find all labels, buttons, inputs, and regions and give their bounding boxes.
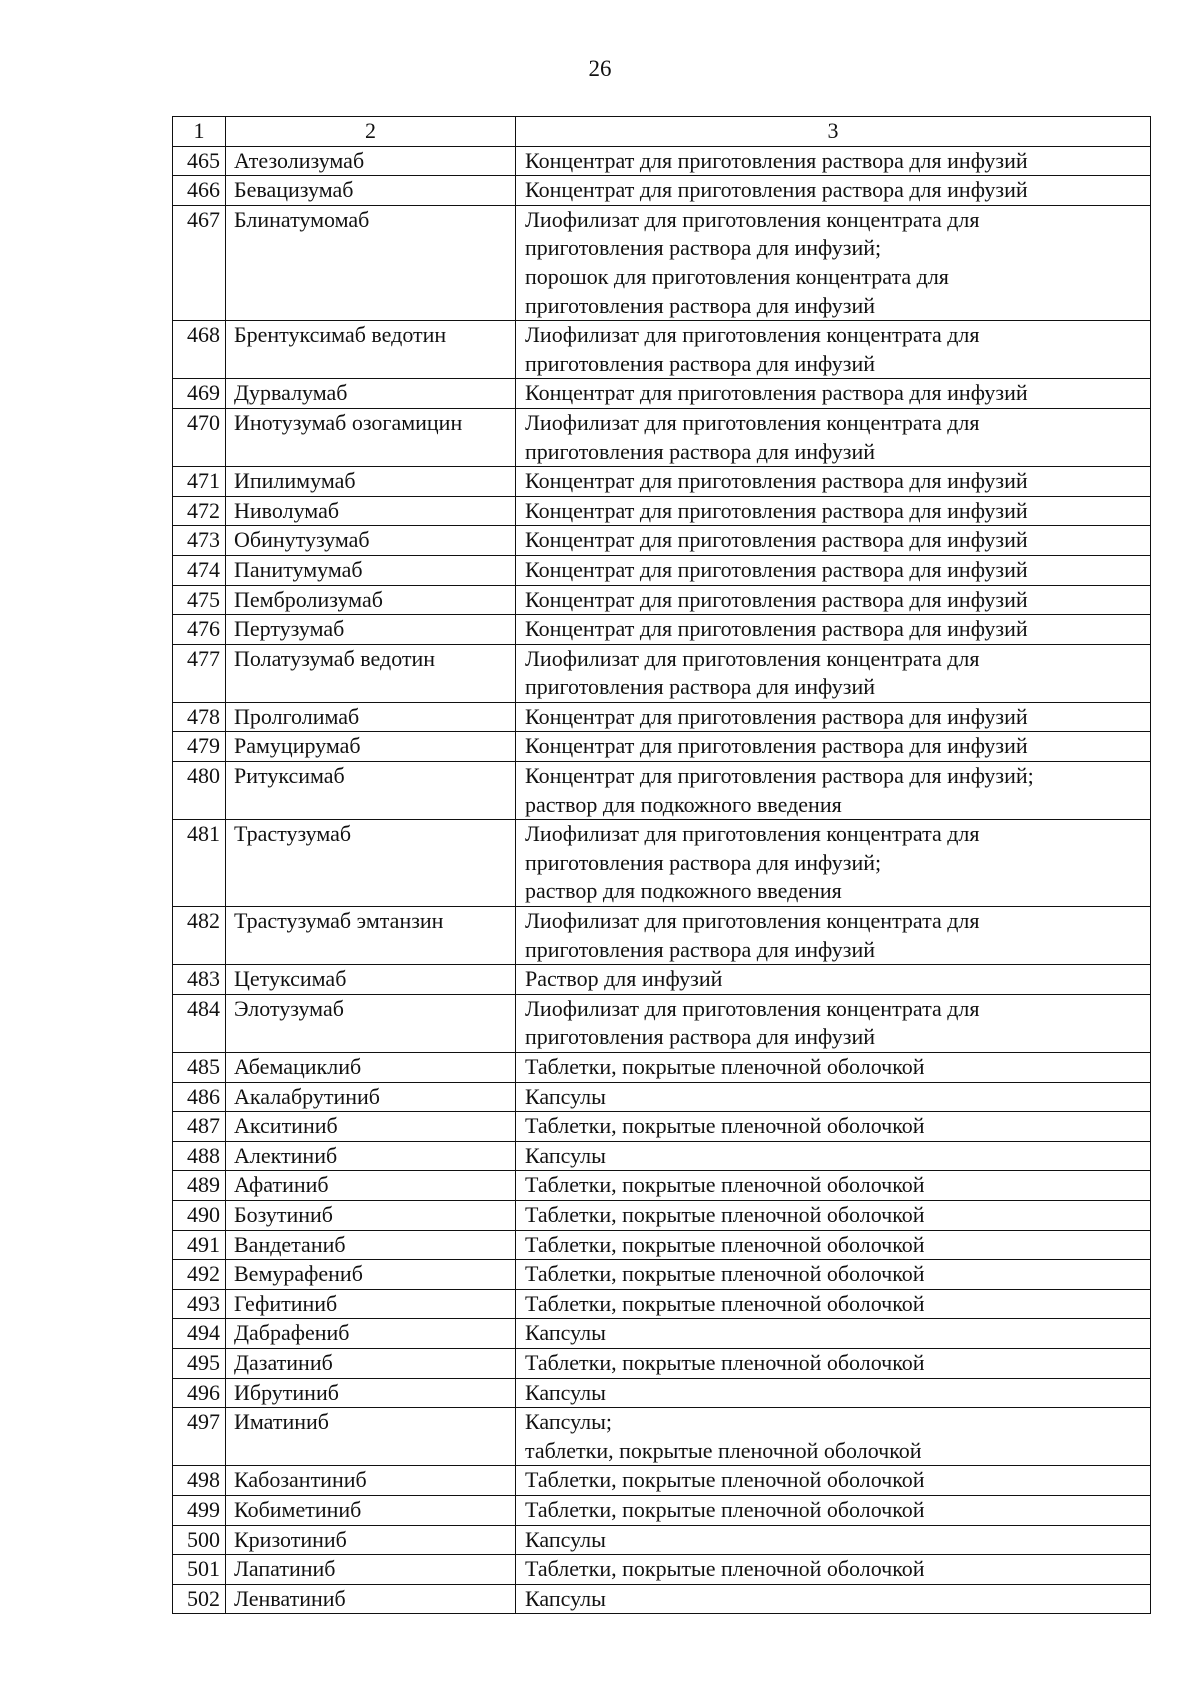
dosage-form: [516, 907, 1151, 965]
table-row: [173, 1584, 1151, 1614]
table-row: [173, 379, 1151, 409]
drug-name: Пертузумаб: [226, 615, 516, 645]
dosage-form: [516, 1584, 1151, 1614]
dosage-form-line: Таблетки, покрытые пленочной оболочкой: [525, 1349, 925, 1375]
drug-name: Дурвалумаб: [226, 379, 516, 409]
drug-name: Афатиниб: [226, 1171, 516, 1201]
dosage-form: [516, 1466, 1151, 1496]
drug-name: Ниволумаб: [226, 496, 516, 526]
row-number: 485: [173, 1053, 226, 1083]
dosage-form-line: приготовления раствора для инфузий: [525, 350, 875, 376]
dosage-form-line: Концентрат для приготовления раствора для инфузий: [525, 380, 1028, 406]
dosage-form-line: Таблетки, покрытые пленочной оболочкой: [525, 1496, 925, 1522]
dosage-form: [516, 1230, 1151, 1260]
row-number: 483: [173, 965, 226, 995]
table-row: [173, 205, 1151, 320]
dosage-form: [516, 1112, 1151, 1142]
drug-name: Ибрутиниб: [226, 1378, 516, 1408]
table-row: [173, 1053, 1151, 1083]
row-number: 472: [173, 496, 226, 526]
dosage-form-line: Лиофилизат для приготовления концентрата для: [525, 322, 980, 348]
dosage-form-line: приготовления раствора для инфузий: [525, 438, 875, 464]
table-row: [173, 994, 1151, 1052]
drug-table: [172, 116, 1151, 1614]
table-row: [173, 408, 1151, 466]
drug-name: Обинутузумаб: [226, 526, 516, 556]
drug-name: Ритуксимаб: [226, 762, 516, 820]
drug-name: Алектиниб: [226, 1141, 516, 1171]
drug-name: Вемурафениб: [226, 1260, 516, 1290]
drug-name: Гефитиниб: [226, 1289, 516, 1319]
row-number: 479: [173, 732, 226, 762]
table-row: [173, 1348, 1151, 1378]
dosage-form-line: Капсулы;: [525, 1409, 613, 1435]
drug-name: Иматиниб: [226, 1408, 516, 1466]
drug-name: Инотузумаб озогамицин: [226, 408, 516, 466]
drug-name: Кабозантиниб: [226, 1466, 516, 1496]
drug-name: Пролголимаб: [226, 702, 516, 732]
dosage-form-line: Концентрат для приготовления раствора для инфузий: [525, 147, 1028, 173]
dosage-form: [516, 762, 1151, 820]
dosage-form-line: приготовления раствора для инфузий;: [525, 235, 882, 261]
table-row: [173, 1555, 1151, 1585]
dosage-form-line: Таблетки, покрытые пленочной оболочкой: [525, 1172, 925, 1198]
drug-name: Брентуксимаб ведотин: [226, 321, 516, 379]
row-number: 497: [173, 1408, 226, 1466]
table-row: [173, 496, 1151, 526]
dosage-form-line: Лиофилизат для приготовления концентрата для: [525, 821, 980, 847]
dosage-form-line: Раствор для инфузий: [525, 966, 723, 992]
dosage-form: [516, 1141, 1151, 1171]
table-row: [173, 1141, 1151, 1171]
dosage-form: [516, 496, 1151, 526]
table-row: [173, 732, 1151, 762]
dosage-form-line: приготовления раствора для инфузий: [525, 292, 875, 318]
dosage-form-line: Капсулы: [525, 1320, 606, 1346]
dosage-form-line: Концентрат для приготовления раствора для инфузий: [525, 703, 1028, 729]
table-row: [173, 1260, 1151, 1290]
dosage-form-line: Лиофилизат для приготовления концентрата для: [525, 206, 980, 232]
drug-name: Рамуцирумаб: [226, 732, 516, 762]
dosage-form-line: Концентрат для приготовления раствора для инфузий: [525, 616, 1028, 642]
table-row: [173, 555, 1151, 585]
row-number: 493: [173, 1289, 226, 1319]
row-number: 474: [173, 555, 226, 585]
drug-name: Кризотиниб: [226, 1525, 516, 1555]
dosage-form-line: Концентрат для приготовления раствора для инфузий: [525, 527, 1028, 553]
table-row: [173, 1200, 1151, 1230]
table-row: [173, 615, 1151, 645]
dosage-form-line: Таблетки, покрытые пленочной оболочкой: [525, 1231, 925, 1257]
row-number: 482: [173, 907, 226, 965]
dosage-form: [516, 1260, 1151, 1290]
column-header-form: 3: [516, 117, 1151, 147]
dosage-form: [516, 820, 1151, 907]
row-number: 475: [173, 585, 226, 615]
dosage-form: [516, 1200, 1151, 1230]
row-number: 490: [173, 1200, 226, 1230]
row-number: 473: [173, 526, 226, 556]
dosage-form: [516, 965, 1151, 995]
dosage-form: [516, 702, 1151, 732]
drug-name: Вандетаниб: [226, 1230, 516, 1260]
dosage-form-line: Капсулы: [525, 1083, 606, 1109]
dosage-form-line: раствор для подкожного введения: [525, 791, 842, 817]
drug-name: Ленватиниб: [226, 1584, 516, 1614]
dosage-form-line: Капсулы: [525, 1526, 606, 1552]
row-number: 466: [173, 176, 226, 206]
table-row: [173, 762, 1151, 820]
table-row: [173, 176, 1151, 206]
dosage-form: [516, 994, 1151, 1052]
dosage-form: [516, 176, 1151, 206]
row-number: 467: [173, 205, 226, 320]
dosage-form: [516, 379, 1151, 409]
table-row: [173, 1289, 1151, 1319]
dosage-form: [516, 585, 1151, 615]
table-row: [173, 1495, 1151, 1525]
dosage-form-line: Капсулы: [525, 1379, 606, 1405]
drug-name: Бевацизумаб: [226, 176, 516, 206]
table-row: [173, 1112, 1151, 1142]
table-header-row: [173, 117, 1151, 147]
dosage-form-line: Таблетки, покрытые пленочной оболочкой: [525, 1054, 925, 1079]
dosage-form-line: приготовления раствора для инфузий: [525, 674, 875, 700]
drug-name: Абемациклиб: [226, 1053, 516, 1083]
table-row: [173, 1378, 1151, 1408]
dosage-form: [516, 1525, 1151, 1555]
table-row: [173, 644, 1151, 702]
dosage-form-line: раствор для подкожного введения: [525, 878, 842, 904]
table-row: [173, 965, 1151, 995]
page-number: 26: [588, 56, 612, 81]
row-number: 502: [173, 1584, 226, 1614]
dosage-form: [516, 1319, 1151, 1349]
table-row: [173, 1171, 1151, 1201]
dosage-form: [516, 321, 1151, 379]
column-header-number: 1: [173, 117, 226, 147]
table-row: [173, 1408, 1151, 1466]
dosage-form: [516, 615, 1151, 645]
dosage-form: [516, 1378, 1151, 1408]
drug-name: Акалабрутиниб: [226, 1082, 516, 1112]
dosage-form: [516, 1289, 1151, 1319]
table-row: [173, 467, 1151, 497]
dosage-form: [516, 555, 1151, 585]
row-number: 499: [173, 1495, 226, 1525]
table-row: [173, 585, 1151, 615]
drug-name: Лапатиниб: [226, 1555, 516, 1585]
dosage-form-line: Лиофилизат для приготовления концентрата для: [525, 995, 980, 1021]
dosage-form: [516, 1053, 1151, 1083]
table-row: [173, 907, 1151, 965]
row-number: 501: [173, 1555, 226, 1585]
row-number: 487: [173, 1112, 226, 1142]
dosage-form: [516, 146, 1151, 176]
drug-name: Пембролизумаб: [226, 585, 516, 615]
drug-name: Атезолизумаб: [226, 146, 516, 176]
dosage-form-line: Концентрат для приготовления раствора для инфузий: [525, 468, 1028, 494]
row-number: 495: [173, 1348, 226, 1378]
row-number: 477: [173, 644, 226, 702]
row-number: 500: [173, 1525, 226, 1555]
drug-name: Панитумумаб: [226, 555, 516, 585]
dosage-form: [516, 1082, 1151, 1112]
table-row: [173, 321, 1151, 379]
row-number: 468: [173, 321, 226, 379]
dosage-form: [516, 205, 1151, 320]
dosage-form-line: приготовления раствора для инфузий: [525, 1024, 875, 1050]
dosage-form-line: Лиофилизат для приготовления концентрата для: [525, 908, 980, 934]
drug-name: Элотузумаб: [226, 994, 516, 1052]
drug-name: Полатузумаб ведотин: [226, 644, 516, 702]
table-body: [173, 146, 1151, 1614]
row-number: 486: [173, 1082, 226, 1112]
dosage-form: [516, 408, 1151, 466]
drug-name: Бозутиниб: [226, 1200, 516, 1230]
drug-name: Дабрафениб: [226, 1319, 516, 1349]
row-number: 491: [173, 1230, 226, 1260]
table-row: [173, 1230, 1151, 1260]
dosage-form-line: порошок для приготовления концентрата для: [525, 263, 949, 289]
dosage-form-line: Концентрат для приготовления раствора для инфузий;: [525, 763, 1034, 789]
row-number: 478: [173, 702, 226, 732]
column-header-name: 2: [226, 117, 516, 147]
dosage-form: [516, 1408, 1151, 1466]
dosage-form-line: Капсулы: [525, 1142, 606, 1168]
row-number: 496: [173, 1378, 226, 1408]
row-number: 481: [173, 820, 226, 907]
table-row: [173, 146, 1151, 176]
row-number: 469: [173, 379, 226, 409]
dosage-form: [516, 1555, 1151, 1585]
row-number: 465: [173, 146, 226, 176]
dosage-form-line: Таблетки, покрытые пленочной оболочкой: [525, 1261, 925, 1287]
dosage-form-line: Таблетки, покрытые пленочной оболочкой: [525, 1556, 925, 1582]
dosage-form-line: Лиофилизат для приготовления концентрата для: [525, 645, 980, 671]
drug-name: Цетуксимаб: [226, 965, 516, 995]
row-number: 480: [173, 762, 226, 820]
dosage-form-line: Концентрат для приготовления раствора для инфузий: [525, 556, 1028, 582]
drug-name: Трастузумаб: [226, 820, 516, 907]
dosage-form: [516, 1495, 1151, 1525]
drug-name: Дазатиниб: [226, 1348, 516, 1378]
row-number: 484: [173, 994, 226, 1052]
dosage-form-line: Концентрат для приготовления раствора для инфузий: [525, 733, 1028, 759]
dosage-form-line: приготовления раствора для инфузий;: [525, 849, 882, 875]
table-row: [173, 1319, 1151, 1349]
table-row: [173, 702, 1151, 732]
dosage-form-line: Лиофилизат для приготовления концентрата для: [525, 409, 980, 435]
drug-name: Акситиниб: [226, 1112, 516, 1142]
drug-name: Блинатумомаб: [226, 205, 516, 320]
table-row: [173, 1525, 1151, 1555]
row-number: 476: [173, 615, 226, 645]
dosage-form-line: Таблетки, покрытые пленочной оболочкой: [525, 1467, 925, 1493]
drug-name: Ипилимумаб: [226, 467, 516, 497]
dosage-form: [516, 732, 1151, 762]
drug-name: Трастузумаб эмтанзин: [226, 907, 516, 965]
dosage-form-line: Капсулы: [525, 1585, 606, 1611]
dosage-form-line: приготовления раствора для инфузий: [525, 936, 875, 962]
dosage-form: [516, 644, 1151, 702]
dosage-form: [516, 526, 1151, 556]
dosage-form: [516, 1171, 1151, 1201]
dosage-form-line: таблетки, покрытые пленочной оболочкой: [525, 1437, 922, 1463]
dosage-form-line: Концентрат для приготовления раствора для инфузий: [525, 586, 1028, 612]
dosage-form-line: Таблетки, покрытые пленочной оболочкой: [525, 1113, 925, 1139]
row-number: 470: [173, 408, 226, 466]
row-number: 492: [173, 1260, 226, 1290]
row-number: 498: [173, 1466, 226, 1496]
dosage-form: [516, 1348, 1151, 1378]
dosage-form: [516, 467, 1151, 497]
row-number: 494: [173, 1319, 226, 1349]
dosage-form-line: Концентрат для приготовления раствора для инфузий: [525, 497, 1028, 523]
row-number: 489: [173, 1171, 226, 1201]
row-number: 471: [173, 467, 226, 497]
dosage-form-line: Концентрат для приготовления раствора для инфузий: [525, 177, 1028, 203]
row-number: 488: [173, 1141, 226, 1171]
table-row: [173, 1466, 1151, 1496]
table-row: [173, 526, 1151, 556]
table-row: [173, 820, 1151, 907]
table-row: [173, 1082, 1151, 1112]
drug-name: Кобиметиниб: [226, 1495, 516, 1525]
dosage-form-line: Таблетки, покрытые пленочной оболочкой: [525, 1290, 925, 1316]
dosage-form-line: Таблетки, покрытые пленочной оболочкой: [525, 1201, 925, 1227]
